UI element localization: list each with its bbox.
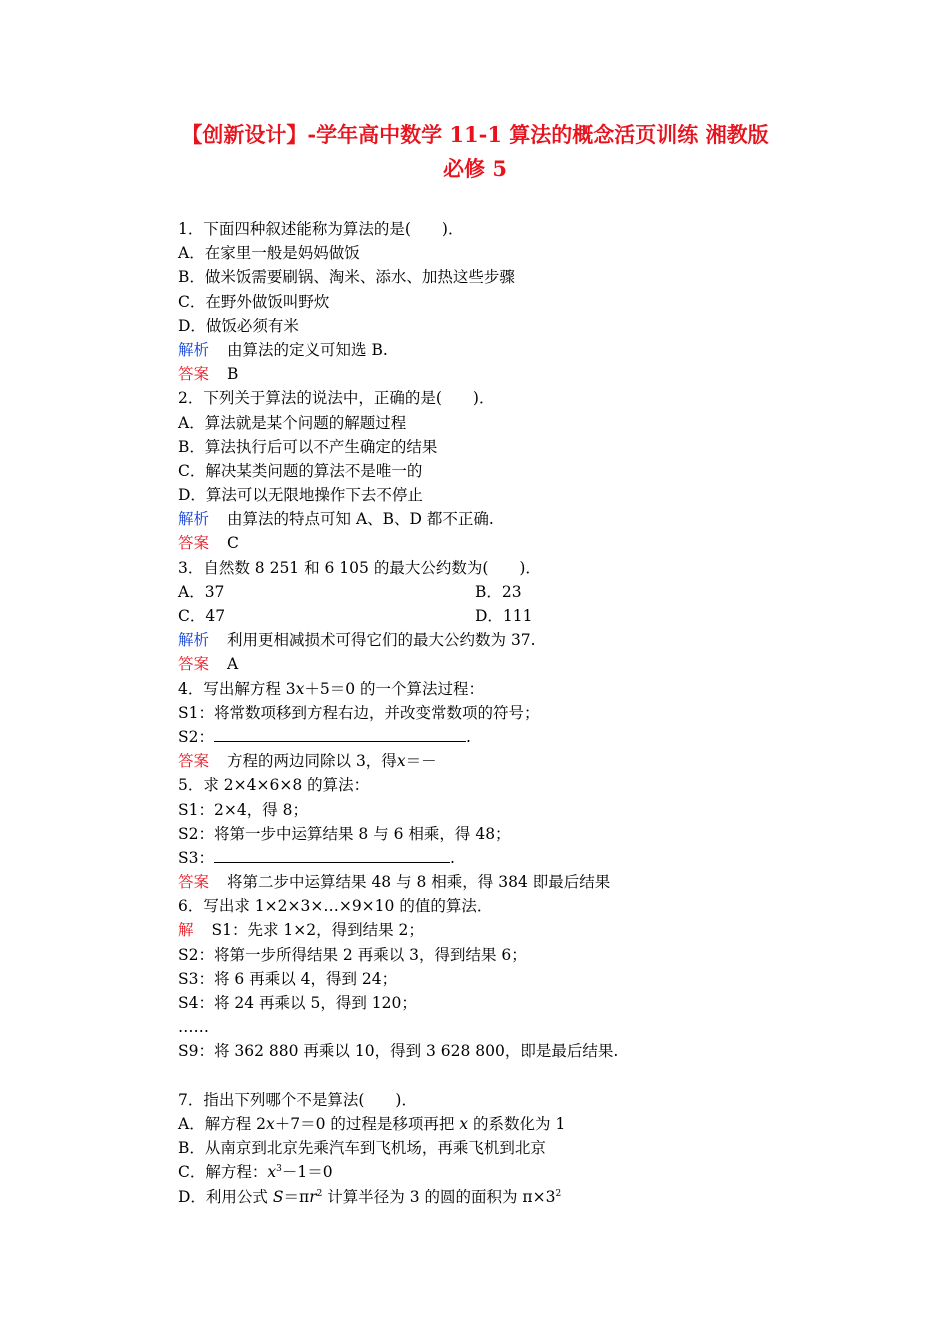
q3-option-b: B．23: [475, 582, 522, 601]
q7-option-b: B．从南京到北京先乘汽车到飞机场，再乘飞机到北京: [178, 1139, 546, 1158]
q1-analysis: [178, 338, 778, 362]
q6-step-2: S2：将第一步所得结果 2 再乘以 3，得到结果 6；: [178, 945, 527, 964]
answer-label: 答案: [178, 655, 210, 674]
q7-option-d-text: ＝π: [283, 1187, 310, 1206]
q4-answer-text: ＝－: [405, 752, 437, 771]
q5-answer: [178, 870, 778, 894]
q7-option-a-text: ＋7＝0 的过程是移项再把: [274, 1114, 455, 1133]
q1-answer-text: B: [227, 365, 239, 384]
q5-step-3-end: .: [449, 848, 455, 867]
q1-option-a: A．在家里一般是妈妈做饭: [178, 244, 360, 263]
q2-answer-text: C: [227, 534, 239, 553]
q3-analysis: [178, 628, 778, 652]
q6-solution-step-1: [178, 918, 778, 942]
q3-stem: 3．自然数 8 251 和 6 105 的最大公约数为( )．: [178, 558, 541, 577]
q1-option-d: D．做饭必须有米: [178, 316, 299, 335]
q2-analysis: [178, 507, 778, 531]
variable-x: x: [396, 752, 406, 771]
answer-label: 答案: [178, 534, 210, 553]
q2-analysis-text: 由算法的特点可知 A、B、D 都不正确.: [227, 510, 494, 529]
q3-option-a: A．37: [178, 582, 225, 601]
analysis-label: 解析: [178, 631, 210, 650]
q6-step-3: S3：将 6 再乘以 4，得到 24；: [178, 969, 398, 988]
variable-x: x: [459, 1114, 469, 1133]
q3-analysis-text: 利用更相减损术可得它们的最大公约数为 37.: [227, 631, 536, 650]
variable-r: r: [309, 1187, 317, 1206]
variable-x: x: [265, 1114, 275, 1133]
q1-answer: [178, 362, 778, 386]
q2-option-d: D．算法可以无限地操作下去不停止: [178, 486, 423, 505]
solution-label: 解: [178, 921, 194, 940]
document-body: [178, 217, 778, 1209]
q3-options-row-1: [178, 580, 778, 604]
q7-option-a-text: A．解方程 2: [178, 1114, 266, 1133]
q2-answer: [178, 531, 778, 555]
q4-step-2-end: .: [465, 727, 471, 746]
q2-option-a: A．算法就是某个问题的解题过程: [178, 413, 407, 432]
q7-option-c: [178, 1160, 778, 1184]
q6-stem: 6．写出求 1×2×3×…×9×10 的值的算法．: [178, 897, 493, 916]
q7-option-d-text: D．利用公式: [178, 1187, 268, 1206]
q5-answer-text: 将第二步中运算结果 48 与 8 相乘，得 384 即最后结果: [227, 873, 611, 892]
variable-x: x: [267, 1163, 277, 1182]
spacer: [178, 1064, 778, 1088]
q2-option-b: B．算法执行后可以不产生确定的结果: [178, 437, 438, 456]
q6-ellipsis: ……: [178, 1018, 209, 1037]
title-line-1: 【创新设计】-学年高中数学 11-1 算法的概念活页训练 湘教版: [181, 122, 769, 147]
q3-options-row-2: [178, 604, 778, 628]
variable-s: S: [272, 1187, 284, 1206]
q6-step-4: S4：将 24 再乘以 5，得到 120；: [178, 994, 417, 1012]
answer-label: 答案: [178, 365, 210, 384]
q2-option-c: C．解决某类问题的算法不是唯一的: [178, 461, 423, 480]
q4-answer: [178, 749, 778, 773]
q7-option-a-text: 的系数化为 1: [473, 1114, 566, 1133]
title-line-2: 必修 5: [443, 156, 507, 181]
q6-step-1-text: S1：先求 1×2，得到结果 2；: [211, 921, 424, 940]
q1-option-c: C．在野外做饭叫野炊: [178, 292, 330, 311]
q4-step-1: S1：将常数项移到方程右边，并改变常数项的符号；: [178, 703, 540, 722]
q3-option-d: D．111: [475, 607, 533, 625]
q7-option-c-text: －1＝0: [281, 1163, 333, 1182]
exponent: 2: [316, 1188, 323, 1199]
exponent: 3: [276, 1164, 282, 1175]
fill-in-blank: [214, 726, 466, 742]
q4-step-2: [178, 725, 778, 749]
document-title: [0, 118, 950, 186]
q4-stem-part: 4．写出解方程 3: [178, 679, 296, 698]
analysis-label: 解析: [178, 510, 210, 529]
q7-option-d-text: 计算半径为 3 的圆的面积为 π×3: [327, 1187, 556, 1206]
answer-label: 答案: [178, 873, 210, 892]
q4-stem-part: ＋5＝0 的一个算法过程：: [304, 679, 485, 698]
q6-step-9: S9：将 362 880 再乘以 10，得到 3 628 800，即是最后结果.: [178, 1042, 619, 1061]
q1-stem: 1．下面四种叙述能称为算法的是( )．: [178, 220, 464, 238]
q3-answer-text: A: [227, 655, 239, 674]
q7-option-a: [178, 1112, 778, 1136]
q5-step-2: S2：将第一步中运算结果 8 与 6 相乘，得 48；: [178, 824, 511, 843]
q5-step-1: S1：2×4，得 8；: [178, 800, 308, 819]
variable-x: x: [295, 679, 305, 698]
fill-in-blank: [214, 847, 450, 863]
answer-label: 答案: [178, 752, 210, 771]
q4-step-2-label: S2：: [178, 727, 214, 746]
q1-option-b: B．做米饭需要刷锅、淘米、添水、加热这些步骤: [178, 268, 515, 287]
q5-step-3-label: S3：: [178, 848, 214, 867]
q7-option-d: [178, 1185, 778, 1209]
exponent: 2: [555, 1188, 562, 1199]
q2-stem: 2．下列关于算法的说法中，正确的是( )．: [178, 389, 495, 408]
q7-option-c-text: C．解方程：: [178, 1163, 268, 1182]
q4-stem: [178, 677, 778, 701]
q5-stem: 5．求 2×4×6×8 的算法：: [178, 776, 370, 795]
q7-stem: 7．指出下列哪个不是算法( )．: [178, 1090, 417, 1109]
q3-answer: [178, 652, 778, 676]
q4-answer-text: 方程的两边同除以 3，得: [227, 752, 397, 771]
q5-step-3: [178, 846, 778, 870]
analysis-label: 解析: [178, 340, 210, 359]
q1-analysis-text: 由算法的定义可知选 B.: [227, 340, 388, 359]
q3-option-c: C．47: [178, 607, 226, 625]
